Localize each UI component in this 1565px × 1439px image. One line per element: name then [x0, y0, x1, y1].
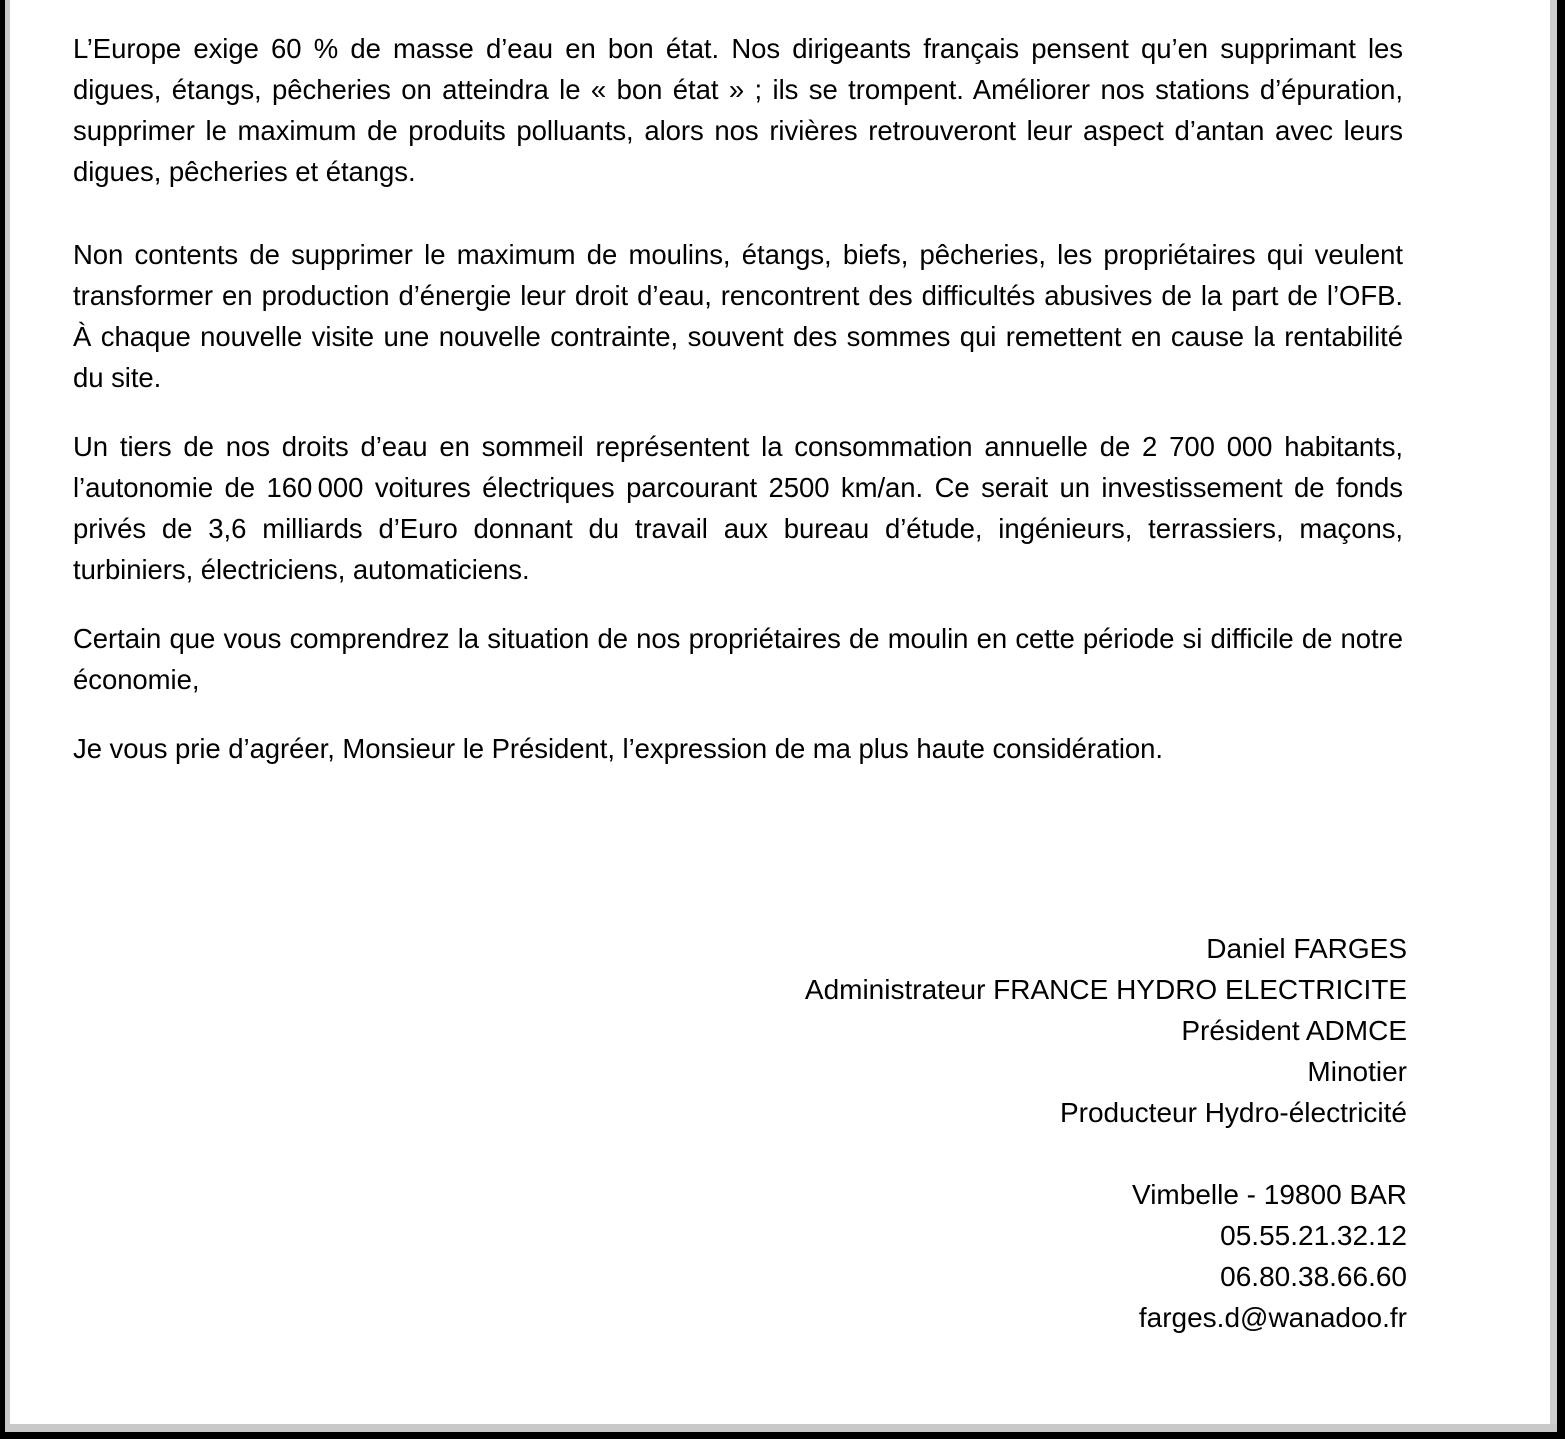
signature-phone-landline: 05.55.21.32.12 — [1220, 1220, 1407, 1251]
signature-address: Vimbelle - 19800 BAR — [1132, 1179, 1407, 1210]
page-frame-right-border — [1557, 0, 1565, 1439]
body-paragraph-4: Certain que vous comprendrez la situation de nos propriétaires de moulin en cette période si difficile de notre économie, — [73, 623, 1403, 695]
signature-spacer — [710, 1133, 1407, 1174]
page-sheet — [10, 0, 1550, 1424]
signature-phone-mobile: 06.80.38.66.60 — [1220, 1261, 1407, 1292]
body-paragraph-3: Un tiers de nos droits d’eau en sommeil représentent la consommation annuelle de 2 700 000 habitants, l’autonomie de 160 000 voitures électriques parcourant 2500 km/an. Ce serait un investissement de fonds privés de 3,6 milliards d’Euro donnant du travail aux bureau d’étude, ingénieurs, terrassiers, maçons, turbiniers, électriciens, automaticiens. — [73, 431, 1403, 585]
signature-block — [710, 928, 1407, 1338]
body-paragraph-1: L’Europe exige 60 % de masse d’eau en bon état. Nos dirigeants français pensent qu’en supprimant les digues, étangs, pêcheries on atteindra le « bon état » ; ils se trompent. Améliorer nos stations d’épuration, supprimer le maximum de produits polluants, alors nos rivières retrouveront leur aspect d’antan avec leurs digues, pêcheries et étangs. — [73, 33, 1403, 187]
signature-role-administrateur: Administrateur FRANCE HYDRO ELECTRICITE — [804, 974, 1407, 1005]
page-frame-right-shadow — [1550, 0, 1557, 1433]
page-frame-bottom-border — [0, 1432, 1565, 1439]
body-paragraph-2: Non contents de supprimer le maximum de moulins, étangs, biefs, pêcheries, les propriétaires qui veulent transformer en production d’énergie leur droit d’eau, rencontrent des difficultés abusives de la part de l’OFB. À chaque nouvelle visite une nouvelle contrainte, souvent des sommes qui remettent en cause la rentabilité du site. — [73, 239, 1403, 393]
signature-role-producteur: Producteur Hydro-électricité — [1059, 1097, 1407, 1128]
body-paragraph-5: Je vous prie d’agréer, Monsieur le Président, l’expression de ma plus haute considération. — [73, 733, 1163, 764]
signature-email: farges.d@wanadoo.fr — [1138, 1302, 1407, 1333]
signature-role-president: Président ADMCE — [1181, 1015, 1407, 1046]
page-frame-bottom-shadow — [5, 1424, 1557, 1432]
signature-role-minotier: Minotier — [1307, 1056, 1407, 1087]
letter-body — [73, 28, 1403, 769]
signature-name: Daniel FARGES — [1206, 933, 1407, 964]
